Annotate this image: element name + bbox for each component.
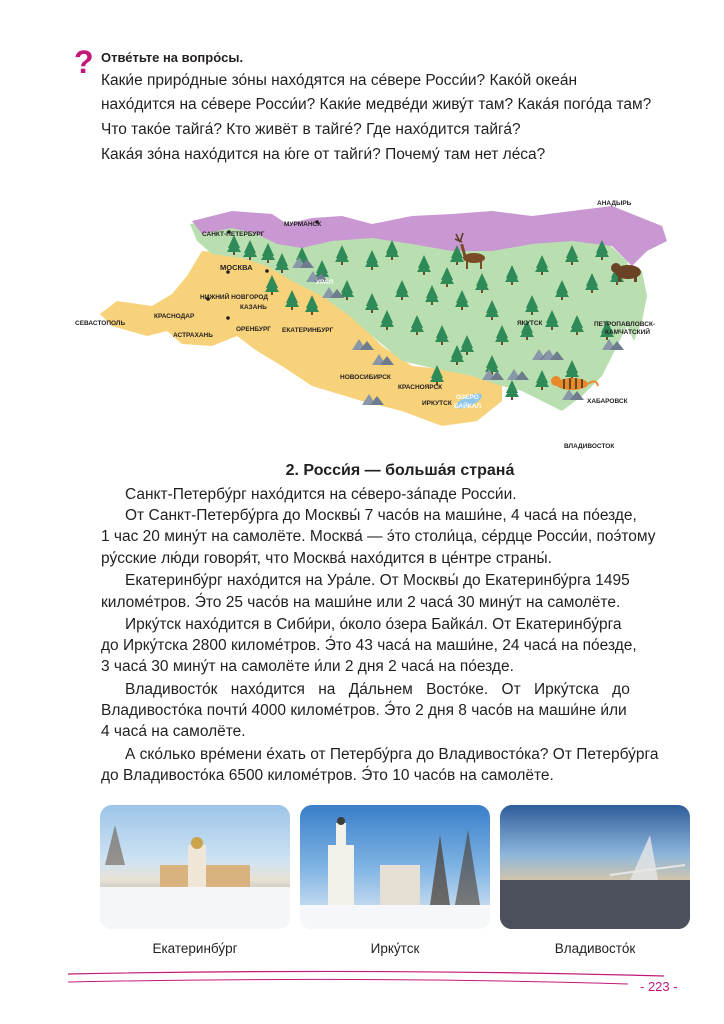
footer-decorative-lines [68,970,664,990]
paragraph-line: Владивосто́ка почти́ 4000 киломе́тров. Э́то 2 дня 8 часо́в на маши́не и́ли [101,702,627,719]
paragraph-line: до Ирку́тска 2800 киломе́тров. Э́то 43 часа́ на маши́не, 24 часа́ на по́езде, [101,637,637,654]
paragraph-line: Ирку́тск нахо́дится в Сиби́ри, о́коло о́зера Байка́л. От Екатеринбу́рга [125,616,622,633]
map-label: ИРКУТСК [422,400,452,407]
paragraph-line: От Санкт-Петербу́рга до Москвы́ 7 часо́в на маши́не, 4 часа́ на по́езде, [125,507,637,524]
map-label: ВЛАДИВОСТОК [564,443,615,450]
question-line: Кака́я зо́на нахо́дится на ю́ге от тайги́? Почему́ там нет ле́са? [101,146,546,163]
map-label: САНКТ-ПЕТЕРБУРГ [202,231,265,238]
photo-vladivostok [500,805,690,929]
map-label: УРАЛ [316,279,334,286]
map-label: МУРМАНСК [284,221,322,228]
question-mark-icon: ? [74,44,94,80]
map-label: АСТРАХАНЬ [173,332,213,339]
map-label: ЯКУТСК [517,320,543,327]
paragraph-line: 3 часа́ 30 мину́т на самолёте и́ли 2 дня 2 часа́ на по́езде. [101,658,514,675]
paragraph-line: Санкт-Петербу́рг нахо́дится на се́веро-за́паде Росси́и. [125,486,517,503]
map-label: ХАБАРОВСК [587,398,628,405]
map-label: КРАСНОДАР [154,313,195,320]
map-label: СЕВАСТОПОЛЬ [75,320,126,327]
map-label: НИЖНИЙ НОВГОРОД [200,294,269,301]
paragraph-line: 4 часа́ на самолёте. [101,723,246,740]
questions-title: Отве́тьте на вопро́сы. [101,50,244,65]
photo-ekaterinburg [100,805,290,929]
question-line: Что тако́е тайга́? Кто живёт в тайге́? Где нахо́дится тайга́? [101,121,521,138]
map-label: КАМЧАТСКИЙ [605,329,650,336]
map-label: ПЕТРОПАВЛОВСК- [594,321,656,328]
russia-map [72,196,672,454]
map-label: ЕКАТЕРИНБУРГ [282,327,334,334]
map-label: ОЗЕРО [456,394,479,401]
map-label: БАЙКАЛ [454,403,482,410]
paragraph-line: до Владивосто́ка 6500 киломе́тров. Э́то 10 часо́в на самолёте. [101,767,554,784]
map-label: АНАДЫРЬ [597,200,632,207]
paragraph-line: 1 час 20 мину́т на самолёте. Москва́ — э́то столи́ца, се́рдце Росси́и, поэ́тому [101,528,656,545]
paragraph-line: А ско́лько вре́мени е́хать от Петербу́рга до Владивосто́ка? От Петербу́рга [125,746,659,763]
paragraph-line: ру́сские лю́ди говоря́т, что Москва́ нахо́дится в це́нтре страны́. [101,550,552,567]
paragraph-line: Владивосто́к нахо́дится на Да́льнем Восто́ке. От Ирку́тска до [125,681,630,698]
map-label: КАЗАНЬ [240,304,267,311]
question-line: нахо́дится на се́вере Росси́и? Каки́е медве́ди живу́т там? Кака́я пого́да там? [101,96,652,113]
paragraph-line: киломе́тров. Э́то 25 часо́в на маши́не или 2 часа́ 30 мину́т на самолёте. [101,594,621,611]
map-label: НОВОСИБИРСК [340,374,391,381]
photo-caption: Екатеринбу́рг [152,941,238,956]
photo-irkutsk [300,805,490,929]
page-number: - 223 - [640,979,678,994]
map-label: МОСКВА [220,263,253,272]
paragraph-line: Екатеринбу́рг нахо́дится на Ура́ле. От Москвы́ до Екатеринбу́рга 1495 [125,572,630,589]
map-label: КРАСНОЯРСК [398,384,443,391]
section-title: 2. Росси́я — больша́я страна́ [285,462,515,479]
map-label: ОРЕНБУРГ [236,326,271,333]
photo-caption: Ирку́тск [370,941,420,956]
question-line: Каки́е приро́дные зо́ны нахо́дятся на се́вере Росси́и? Како́й океа́н [101,72,578,89]
photo-caption: Владивосто́к [554,941,636,956]
